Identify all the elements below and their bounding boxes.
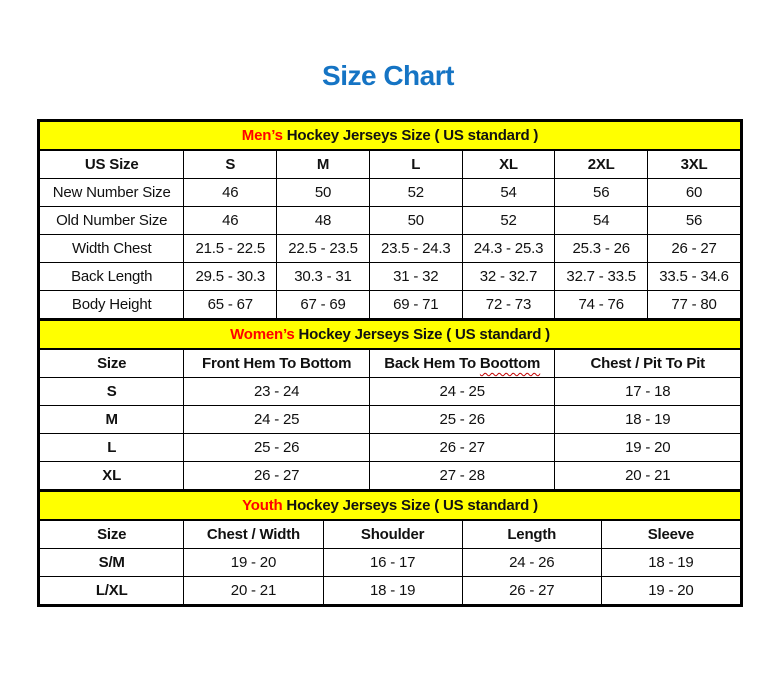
row-label: M <box>40 406 184 434</box>
size-value-cell: 25 - 26 <box>184 434 370 462</box>
size-value-cell: 20 - 21 <box>555 462 741 490</box>
youth-banner-rest: Hockey Jerseys Size ( US standard ) <box>282 497 538 514</box>
size-value-cell: 56 <box>555 179 648 207</box>
table-row-women-xl <box>40 462 741 490</box>
column-header-3xl: 3XL <box>648 150 741 179</box>
column-header-size: Size <box>40 520 184 549</box>
back-hem-text: Back Hem To <box>384 355 480 372</box>
size-value-cell: 25 - 26 <box>369 406 555 434</box>
size-value-cell: 19 - 20 <box>184 549 323 577</box>
size-value-cell: 33.5 - 34.6 <box>648 263 741 291</box>
column-header-us-size: US Size <box>40 150 184 179</box>
column-header-2xl: 2XL <box>555 150 648 179</box>
size-chart-tables <box>37 119 743 607</box>
youth-banner-row <box>40 491 741 520</box>
size-value-cell: 19 - 20 <box>601 577 740 605</box>
table-row-youth-sm <box>40 549 741 577</box>
mens-header-row <box>40 150 741 179</box>
column-header-m: M <box>277 150 370 179</box>
page-title: Size Chart <box>322 60 454 91</box>
size-value-cell: 32.7 - 33.5 <box>555 263 648 291</box>
size-value-cell: 21.5 - 22.5 <box>184 235 277 263</box>
size-value-cell: 18 - 19 <box>601 549 740 577</box>
column-header-front-hem: Front Hem To Bottom <box>184 349 370 378</box>
size-value-cell: 26 - 27 <box>369 434 555 462</box>
womens-banner-row <box>40 320 741 349</box>
column-header-s: S <box>184 150 277 179</box>
table-row-women-l <box>40 434 741 462</box>
size-value-cell: 24 - 26 <box>462 549 601 577</box>
size-value-cell: 18 - 19 <box>555 406 741 434</box>
size-value-cell: 17 - 18 <box>555 378 741 406</box>
row-label: Old Number Size <box>40 207 184 235</box>
size-value-cell: 56 <box>648 207 741 235</box>
row-label: L <box>40 434 184 462</box>
column-header-chest-width: Chest / Width <box>184 520 323 549</box>
row-label: New Number Size <box>40 179 184 207</box>
youth-section-banner <box>40 491 741 520</box>
size-value-cell: 67 - 69 <box>277 291 370 319</box>
column-header-length: Length <box>462 520 601 549</box>
size-value-cell: 22.5 - 23.5 <box>277 235 370 263</box>
size-value-cell: 23.5 - 24.3 <box>369 235 462 263</box>
size-value-cell: 23 - 24 <box>184 378 370 406</box>
womens-size-table <box>39 319 741 490</box>
size-value-cell: 20 - 21 <box>184 577 323 605</box>
row-label: L/XL <box>40 577 184 605</box>
row-label: Width Chest <box>40 235 184 263</box>
size-value-cell: 50 <box>277 179 370 207</box>
size-value-cell: 18 - 19 <box>323 577 462 605</box>
size-value-cell: 48 <box>277 207 370 235</box>
size-value-cell: 65 - 67 <box>184 291 277 319</box>
column-header-sleeve: Sleeve <box>601 520 740 549</box>
mens-banner-highlight: Men’s <box>241 127 283 144</box>
misspelled-word: Boottom <box>479 355 541 372</box>
row-label: S <box>40 378 184 406</box>
column-header-shoulder: Shoulder <box>323 520 462 549</box>
mens-section-banner <box>40 122 741 151</box>
size-value-cell: 25.3 - 26 <box>555 235 648 263</box>
size-value-cell: 27 - 28 <box>369 462 555 490</box>
table-row-width-chest <box>40 235 741 263</box>
size-value-cell: 77 - 80 <box>648 291 741 319</box>
size-value-cell: 26 - 27 <box>462 577 601 605</box>
size-value-cell: 31 - 32 <box>369 263 462 291</box>
column-header-l: L <box>369 150 462 179</box>
column-header-xl: XL <box>462 150 555 179</box>
size-value-cell: 54 <box>462 179 555 207</box>
table-row-youth-lxl <box>40 577 741 605</box>
table-row-back-length <box>40 263 741 291</box>
mens-banner-rest: Hockey Jerseys Size ( US standard ) <box>282 127 539 144</box>
table-row-new-number-size <box>40 179 741 207</box>
womens-section-banner <box>40 320 741 349</box>
size-value-cell: 24 - 25 <box>184 406 370 434</box>
womens-header-row <box>40 349 741 378</box>
column-header-size: Size <box>40 349 184 378</box>
size-value-cell: 29.5 - 30.3 <box>184 263 277 291</box>
mens-banner-row <box>40 122 741 151</box>
column-header-chest-pit: Chest / Pit To Pit <box>555 349 741 378</box>
size-value-cell: 24.3 - 25.3 <box>462 235 555 263</box>
womens-banner-highlight: Women’s <box>230 326 295 343</box>
mens-size-table <box>39 121 741 319</box>
row-label: S/M <box>40 549 184 577</box>
youth-header-row <box>40 520 741 549</box>
table-row-old-number-size <box>40 207 741 235</box>
row-label: Body Height <box>40 291 184 319</box>
size-value-cell: 19 - 20 <box>555 434 741 462</box>
row-label: Back Length <box>40 263 184 291</box>
size-value-cell: 24 - 25 <box>369 378 555 406</box>
size-value-cell: 46 <box>184 207 277 235</box>
size-value-cell: 52 <box>369 179 462 207</box>
youth-banner-highlight: Youth <box>242 497 283 514</box>
size-value-cell: 32 - 32.7 <box>462 263 555 291</box>
size-value-cell: 50 <box>369 207 462 235</box>
size-value-cell: 54 <box>555 207 648 235</box>
column-header-back-hem <box>369 349 555 378</box>
size-value-cell: 72 - 73 <box>462 291 555 319</box>
size-value-cell: 30.3 - 31 <box>277 263 370 291</box>
table-row-women-m <box>40 406 741 434</box>
size-value-cell: 52 <box>462 207 555 235</box>
size-value-cell: 69 - 71 <box>369 291 462 319</box>
womens-banner-rest: Hockey Jerseys Size ( US standard ) <box>294 326 550 343</box>
row-label: XL <box>40 462 184 490</box>
size-value-cell: 60 <box>648 179 741 207</box>
size-value-cell: 16 - 17 <box>323 549 462 577</box>
size-value-cell: 74 - 76 <box>555 291 648 319</box>
table-row-women-s <box>40 378 741 406</box>
size-value-cell: 26 - 27 <box>184 462 370 490</box>
table-row-body-height <box>40 291 741 319</box>
size-value-cell: 26 - 27 <box>648 235 741 263</box>
size-value-cell: 46 <box>184 179 277 207</box>
youth-size-table <box>39 490 741 605</box>
